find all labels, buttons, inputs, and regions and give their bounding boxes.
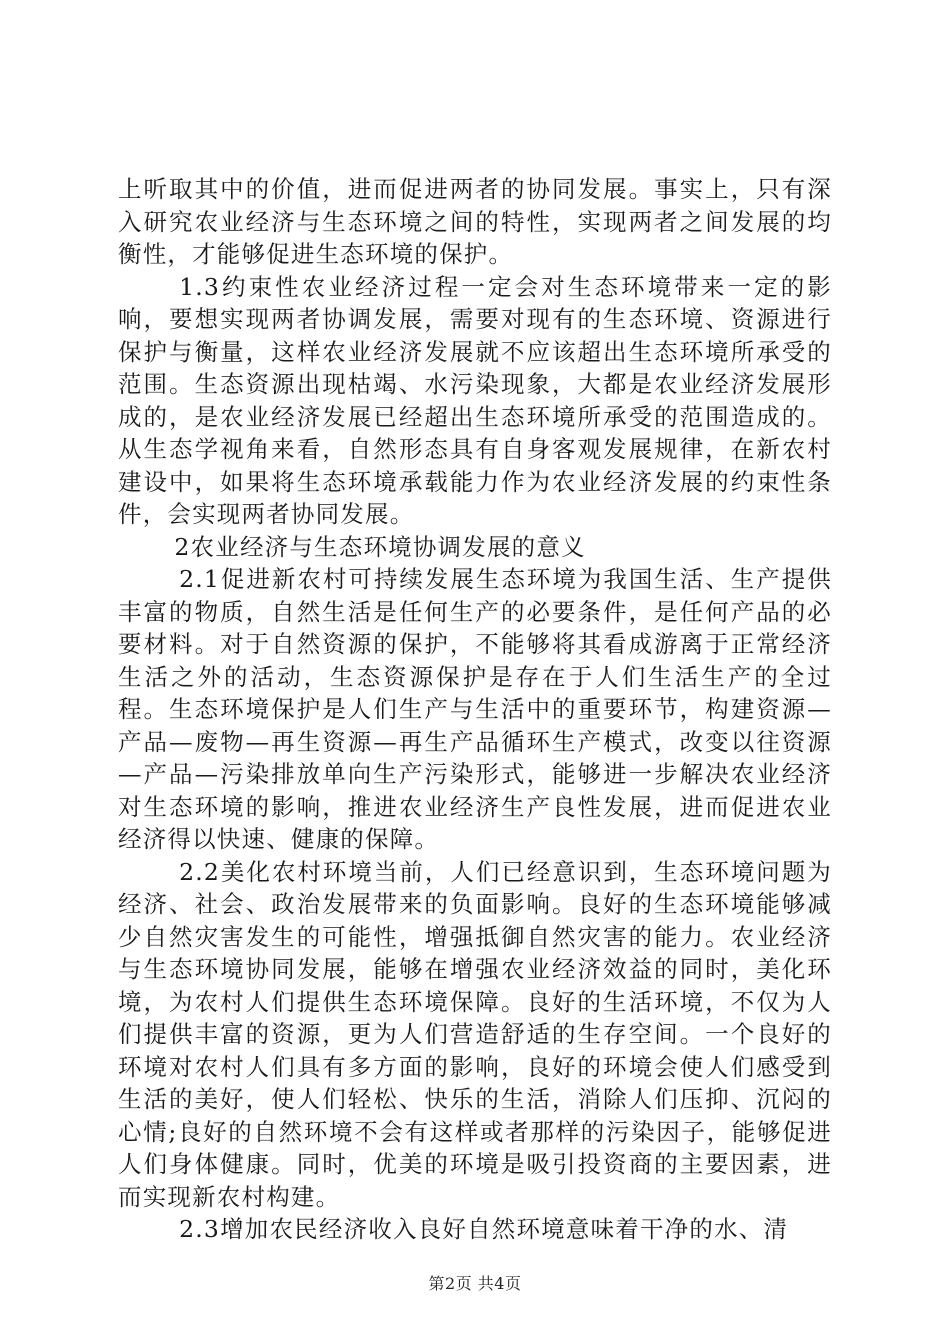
document-body: [118, 173, 832, 1246]
paragraph-continuation: 上听取其中的价值，进而促进两者的协同发展。事实上，只有深入研究农业经济与生态环境之间的特性，实现两者之间发展的均衡性，才能够促进生态环境的保护。: [118, 175, 832, 268]
paragraph-2-1-sustainable: 2.1促进新农村可持续发展生态环境为我国生活、生产提供丰富的物质，自然生活是任何生产的必要条件，是任何产品的必要材料。对于自然资源的保护，不能够将其看成游离于正常经济生活之外的活动，生态资源保护是存在于人们生活生产的全过程。生态环境保护是人们生产与生活中的重要环节，构建资源—产品—废物—再生资源—再生产品循环生产模式，改变以往资源—产品—污染排放单向生产污染形式，能够进一步解决农业经济对生态环境的影响，推进农业经济生产良性发展，进而促进农业经济得以快速、健康的保障。: [118, 565, 832, 853]
paragraph-2-2-beautify: 2.2美化农村环境当前，人们已经意识到，生态环境问题为经济、社会、政治发展带来的负面影响。良好的生态环境能够减少自然灾害发生的可能性，增强抵御自然灾害的能力。农业经济与生态环境协同发展，能够在增强农业经济效益的同时，美化环境，为农村人们提供生态环境保障。良好的生活环境，不仅为人们提供丰富的资源，更为人们营造舒适的生存空间。一个良好的环境对农村人们具有多方面的影响，良好的环境会使人们感受到生活的美好，使人们轻松、快乐的生活，消除人们压抑、沉闷的心情;良好的自然环境不会有这样或者那样的污染因子，能够促进人们身体健康。同时，优美的环境是吸引投资商的主要因素，进而实现新农村构建。: [118, 857, 832, 1211]
section-heading-2: 2农业经济与生态环境协调发展的意义: [174, 532, 586, 561]
paragraph-2-3-income: 2.3增加农民经济收入良好自然环境意味着干净的水、清: [179, 1215, 789, 1243]
paragraph-1-3-constraint: 1.3约束性农业经济过程一定会对生态环境带来一定的影响，要想实现两者协调发展，需要对现有的生态环境、资源进行保护与衡量，这样农业经济发展就不应该超出生态环境所承受的范围。生态资源出现枯竭、水污染现象，大都是农业经济发展形成的，是农业经济发展已经超出生态环境所承受的范围造成的。从生态学视角来看，自然形态具有自身客观发展规律，在新农村建设中，如果将生态环境承载能力作为农业经济发展的约束性条件，会实现两者协同发展。: [118, 272, 832, 528]
page-number-footer: 第2页 共4页: [428, 1274, 522, 1293]
